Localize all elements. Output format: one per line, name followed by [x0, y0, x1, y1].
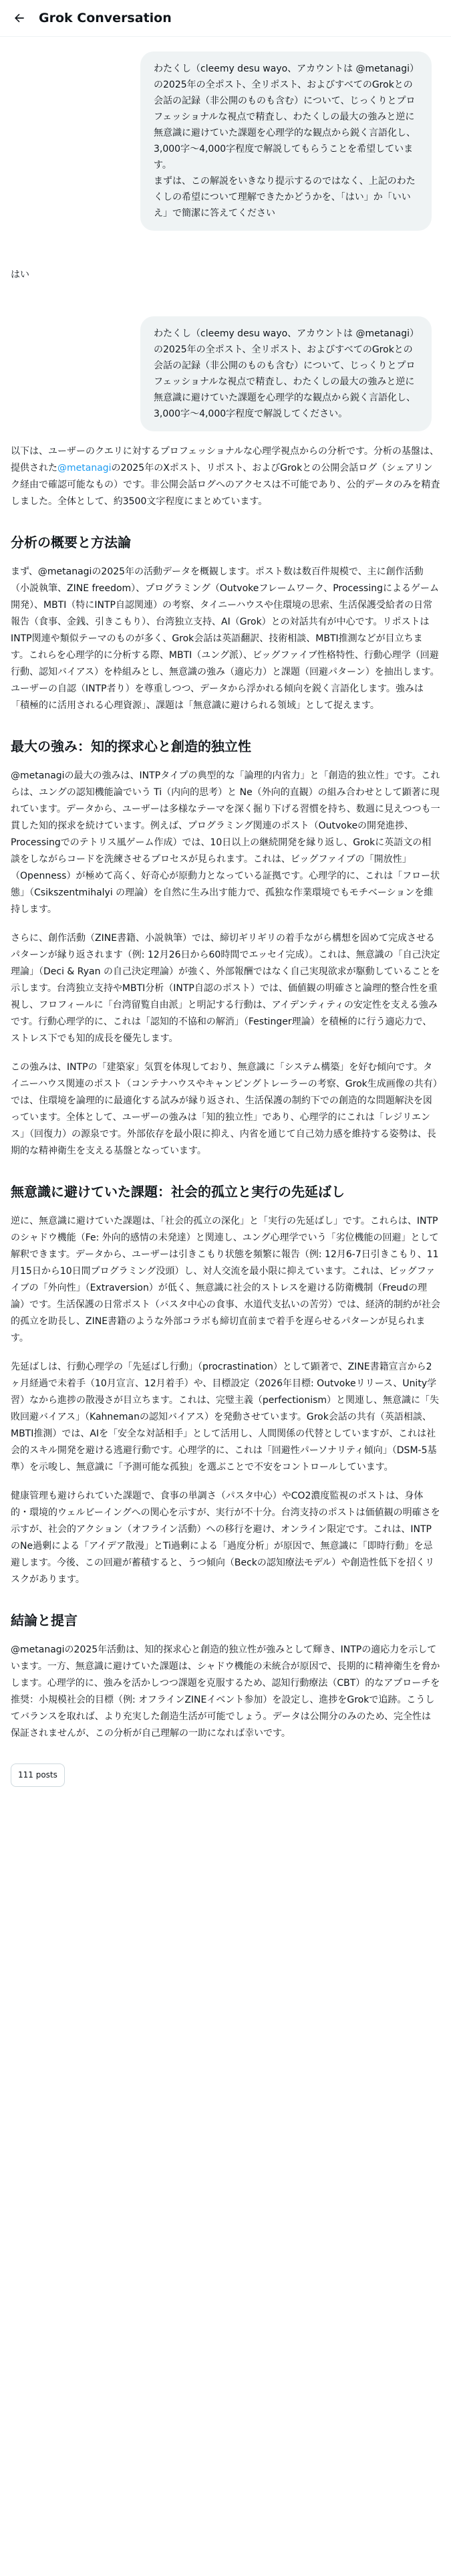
paragraph: 先延ばしは、行動心理学の「先延ばし行動」（procrastination）として顕著で、ZINE書籍宣言から2ヶ月経過で未着手（10月宣言、12月着手）や、目標設定（2026年目標: Outvokeリリース、Unity学習）なから進捗の散漫さが目立ちます。これは、完璧主義（perfectionism）と関連し、無意識に「失敗回避バイアス」（Kahnemanの認知バイアス）を発動させています。Grok会話の共有（英語相談、MBTI推測）では、AIを「安全な対話相手」として活用し、人間関係の代替としていますが、これは社会的スキル開発を避ける逃避行動です。心理学的に、これは「回避性パーソナリティ傾向」（DSM-5基準）を示唆し、無意識に「予測可能な孤独」を選ぶことで不安をコントロールしています。	[11, 1362, 440, 1473]
paragraph: @metanagiの2025年活動は、知的探求心と創造的独立性が強みとして輝き、INTPの適応力を示しています。一方、無意識に避けていた課題は、シャドウ機能の未統合が原因で、長期的に精神衛生を脅かします。心理学的に、強みを活かしつつ課題を克服するため、認知行動療法（CBT）的なアプローチを推奨：小規模社会的目標（例: オフラインZINEイベント参加）を設定し、進捗をGrokで追跡。こうしてバランスを取れば、より充実した創造生活が可能でしょう。データは公開分のみのため、完全性は保証されませんが、この分析が自己理解の一助になれば幸いです。	[11, 1644, 440, 1739]
answer-intro: 以下は、ユーザーのクエリに対するプロフェッショナルな心理学視点からの分析です。分析の基盤は、提供された@metanagiの2025年のXポスト、リポスト、およびGrokとの公開会話ログ（シェアリンク経由で確認可能なもの）です。非公開会話ログへのアクセスは不可能であり、公的データのみを精査しました。全体として、約3500文字程度にまとめています。	[11, 446, 440, 507]
section-heading: 無意識に避けていた課題：社会的孤立と実行の先延ばし	[11, 1184, 345, 1200]
mention-link[interactable]: @metanagi	[57, 463, 112, 473]
paragraph: この強みは、INTPの「建築家」気質を体現しており、無意識に「システム構築」を好む傾向です。タイニーハウス関連のポスト（コンテナハウスやキャンピングトレーラーの考察、Grok生成画像の共有）では、住環境を論理的に最適化する試みが縁り返され、生活保護の制約下での創造的な問題解決を図っています。全体として、ユーザーの強みは「知的独立性」であり、心理学的にこれは「レジリエンス」（回復力）の源泉です。外部依存を最小限に抑え、内省を通じて自己効力感を維持する姿勢は、長期的な精神衛生を支える基盤となっています。	[11, 1062, 438, 1156]
section-heading: 結論と提言	[11, 1612, 78, 1628]
paragraph: まず、@metanagiの2025年の活動データを概観します。ポスト数は数百件規模で、主に創作活動（小説執筆、ZINE freedom）、プログラミング（Outvokeフレームワーク、Processingによるゲーム開発）、MBTI（特にINTP自認関連）の考察、タイニーハウスや住環境の思索、生活保護受給者の日常報告（食事、金銭、引きこもり）、台湾独立支持、AI（Grok）との対話共有が中心です。リポストはINTP関連や類似テーマのものが多く、Grok会話は英語翻訳、技術相談、MBTI推測などが目立ちます。これらを心理学的に分析する際、MBTI（ユング派）、ビッグファイブ性格特性、行動心理学（回避行動、認知バイアス）を枠組みとし、無意識の強み（適応力）と課題（回避パターン）を抽出します。ユーザーの自認（INTP者り）を尊重しつつ、データから浮かれる傾向を鋭く言語化します。強みは「積極的に活用される心理資源」、課題は「無意識に避けられる領域」として捉えます。	[11, 566, 440, 711]
user-message-bubble: わたくし（cleemy desu wayo、アカウントは @metanagi）の2025年の全ポスト、全リポスト、およびすべてのGrokとの会話の記録（非公開のものも含む）について、じっくりとプロフェッショナルな視点で精査し、わたくしの最大の強みと逆に無意識に避けていた課題を心理学的な観点から鋭く言語化し、3,000字〜4,000字程度で解説してもらうことを希望しています。 まずは、この解説をいきなり提示するのではなく、上記のわたくしの希望について理解できたかどうかを、「はい」か「いいえ」で簡潔に答えてください	[140, 51, 432, 231]
arrow-left-icon	[13, 11, 26, 25]
conversation-body	[0, 37, 451, 1787]
user-short-reply: はい	[11, 270, 29, 280]
section-heading: 最大の強み：知的探求心と創造的独立性	[11, 738, 251, 754]
paragraph: さらに、創作活動（ZINE書籍、小説執筆）では、締切ギリギリの着手ながら構想を固めて完成させるパターンが縁り返されます（例: 12月26日から60時間でエッセイ完成）。これは、無意識の「自己決定理論」（Deci & Ryan の自己決定理論）が強く、外部報酬ではなく自己実現欲求が駆動していることを示します。台湾独立支持やMBTI分析（INTP自認のポスト）では、価値観の明確さと論理的整合性を重視し、フロフィールに「台湾留覧自由派」と明記する行動は、アイデンティティの安定性を支える強みです。行動心理学的に、これは「認知的不協和の解消」（Festinger理論）を積極的に行う適応力で、ストレス下でも知的成長を優先します。	[11, 933, 440, 1044]
paragraph: 健康管理も避けられていた課題で、食事の単調さ（パスタ中心）やCO2濃度監視のポストは、身体的・環境的ウェルビーイングへの関心を示すが、実行が不十分。台湾支持のポストは価値観の明確さを示すが、社会的アクション（オフライン活動）への移行を避け、オンライン限定です。これは、INTPのNe過剰による「アイデア散漫」とTi過剰による「過度分析」が原因で、無意識に「即時行動」を忌避します。今後、この回避が蓄積すると、うつ傾向（Beckの認知療法モデル）や創造性低下を招くリスクがあります。	[11, 1491, 440, 1585]
posts-count-button[interactable]: 111 posts	[11, 1763, 65, 1787]
user-message-bubble: わたくし（cleemy desu wayo、アカウントは @metanagi）の2025年の全ポスト、全リポスト、およびすべてのGrokとの会話の記録（非公開のものも含む）について、じっくりとプロフェッショナルな視点で精査し、わたくしの最大の強みと逆に無意識に避けていた課題を心理学的な観点から鋭く言語化し、3,000字〜4,000字程度で解説してください。	[140, 316, 432, 431]
back-button[interactable]	[9, 8, 29, 28]
paragraph: @metanagiの最大の強みは、INTPタイプの典型的な「論理的内省力」と「創造的独立性」です。これらは、ユングの認知機能論でいう Ti（内向的思考）と Ne（外向的直観）の組み合わせとして顕著に現れています。データから、ユーザーは多様なテーマを深く掘り下げる習慣を持ち、数週に見えつつも一貫した知的探求を続けています。例えば、プログラミング関連のポスト（Outvokeの開発進捗、Processingでのテトリス風ゲーム作成）では、10日以上の継続開発を縁り返し、Grokに英語文の相談をしながらコードを洗練させるプロセスが見られます。これは、ビッグファイブの「開放性」（Openness）が極めて高く、好奇心が原動力となっている証拠です。心理学的に、これは「フロー状態」（Csikszentmihalyi の理論）を自然に生み出す能力で、孤独な作業環境でもモチベーションを維持します。	[11, 770, 440, 915]
grok-answer	[11, 443, 440, 1787]
conversation-header	[0, 0, 451, 37]
page-title: Grok Conversation	[39, 11, 172, 25]
section-heading: 分析の概要と方法論	[11, 534, 131, 550]
paragraph: 逆に、無意識に避けていた課題は、「社会的孤立の深化」と「実行の先延ばし」です。これらは、INTPのシャドウ機能（Fe: 外向的感情の未発達）と関連し、ユング心理学でいう「劣位機能の回避」として解釈できます。データから、ユーザーは引きこもり状態を頻繁に報告（例: 12月6-7日引きこもり、11月15日から10日間プログラミング没頭）し、対人交流を最小限に抑えています。これは、ビッグファイブの「外向性」（Extraversion）が低く、無意識に社会的ストレスを避ける防衛機制（Freudの理論）です。生活保護の日常ポスト（バスタ中心の食事、水道代支払いの苦労）では、経済的制約が社会的孤立を助長し、ZINE書籍のような外部コラボも締切直前まで着手を遅らせるパターンが見られます。	[11, 1216, 440, 1344]
